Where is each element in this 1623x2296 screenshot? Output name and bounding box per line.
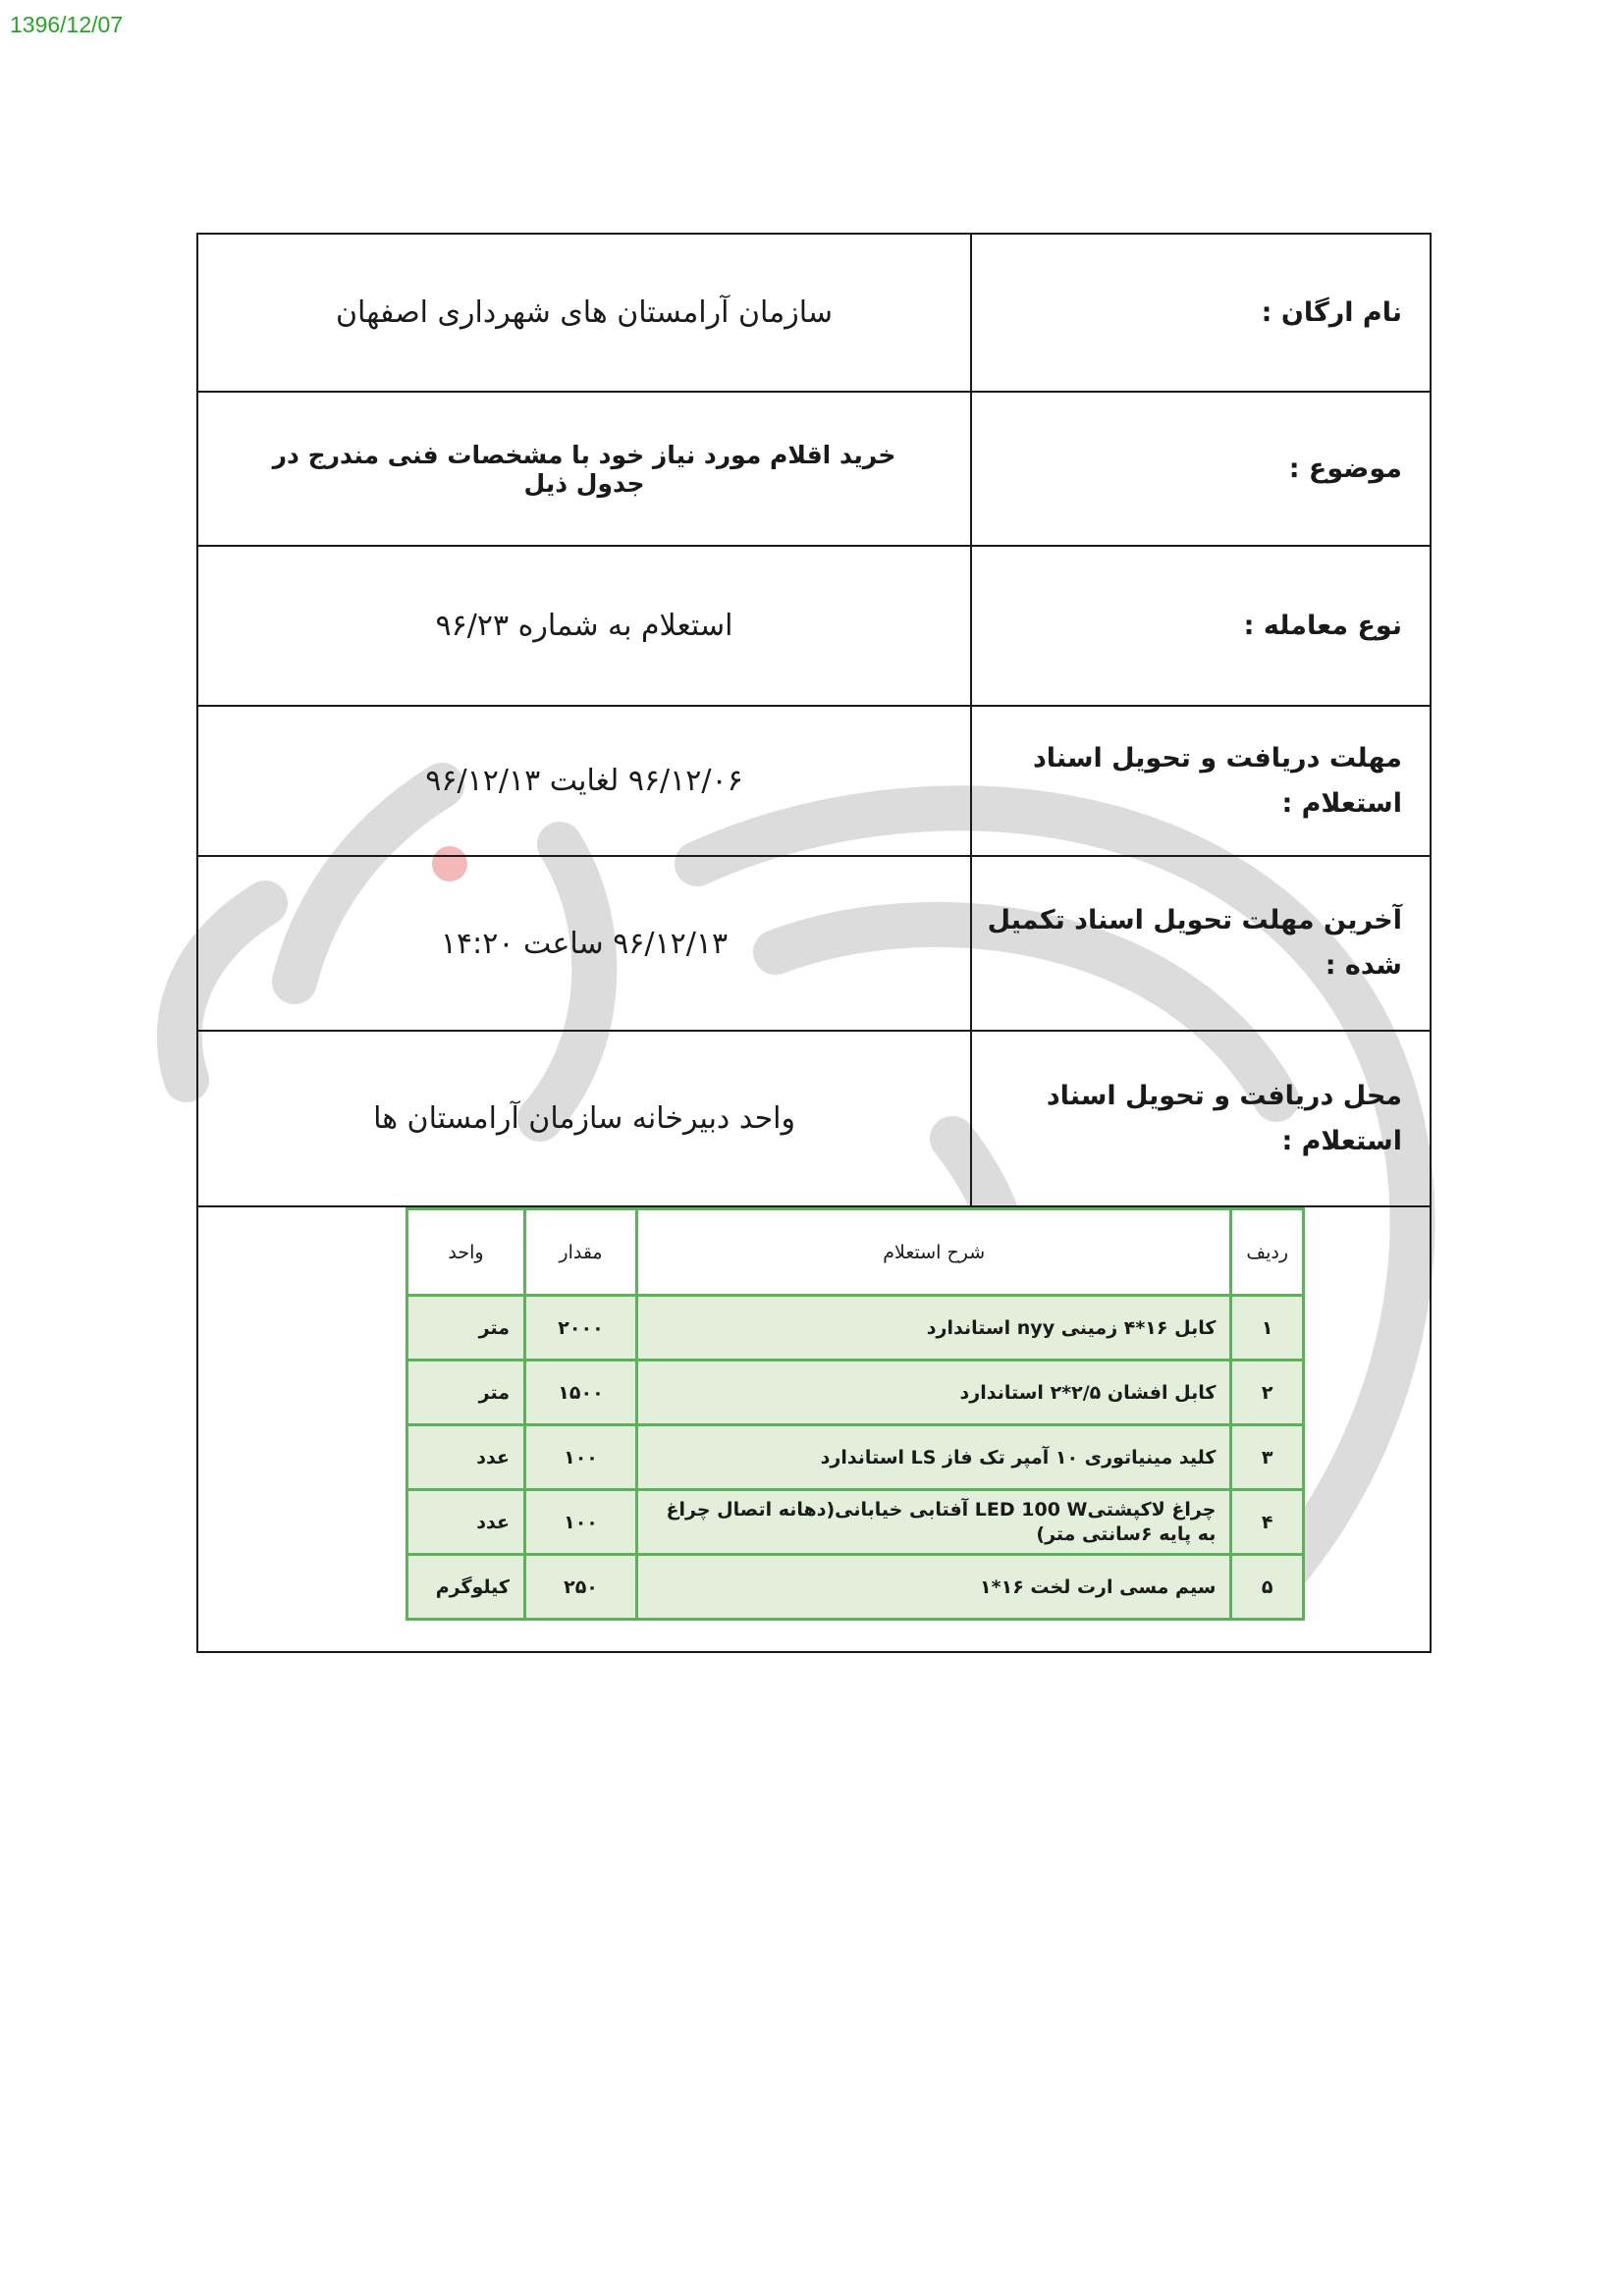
row-delivery-location [198, 1032, 1430, 1207]
cell-desc: کابل ۱۶*۴ زمینی nyy استاندارد [637, 1296, 1231, 1361]
row-transaction-type [198, 547, 1430, 707]
cell-desc: کلید مینیاتوری ۱۰ آمپر تک فاز LS استاندارد [637, 1425, 1231, 1490]
header-desc: شرح استعلام [637, 1209, 1231, 1296]
cell-qty: ۱۰۰ [525, 1425, 637, 1490]
items-table-header [407, 1209, 1304, 1296]
organization-label: نام ارگان : [970, 235, 1430, 391]
row-deadline [198, 707, 1430, 857]
cell-unit: متر [407, 1361, 525, 1425]
items-table [406, 1207, 1305, 1621]
row-subject [198, 393, 1430, 547]
cell-qty: ۲۵۰ [525, 1555, 637, 1620]
cell-radif: ۳ [1231, 1425, 1304, 1490]
cell-desc: کابل افشان ۲/۵*۲ استاندارد [637, 1361, 1231, 1425]
table-row [407, 1490, 1304, 1555]
header-qty: مقدار [525, 1209, 637, 1296]
deadline-label: مهلت دریافت و تحویل اسناد استعلام : [970, 707, 1430, 855]
cell-desc: سیم مسی ارت لخت ۱۶*۱ [637, 1555, 1231, 1620]
cell-unit: عدد [407, 1490, 525, 1555]
table-row [407, 1425, 1304, 1490]
delivery-location-label: محل دریافت و تحویل اسناد استعلام : [970, 1032, 1430, 1205]
organization-value: سازمان آرامستان های شهرداری اصفهان [336, 295, 833, 330]
transaction-type-value: استعلام به شماره ۹۶/۲۳ [435, 609, 733, 643]
cell-unit: عدد [407, 1425, 525, 1490]
cell-radif: ۱ [1231, 1296, 1304, 1361]
cell-qty: ۲۰۰۰ [525, 1296, 637, 1361]
cell-radif: ۲ [1231, 1361, 1304, 1425]
header-unit: واحد [407, 1209, 525, 1296]
final-deadline-value: ۹۶/۱۲/۱۳ ساعت ۱۴:۲۰ [440, 926, 729, 961]
cell-radif: ۵ [1231, 1555, 1304, 1620]
delivery-location-value: واحد دبیرخانه سازمان آرامستان ها [373, 1101, 795, 1136]
subject-value: خرید اقلام مورد نیاز خود با مشخصات فنی مندرج در جدول ذیل [272, 440, 896, 498]
cell-unit: کیلوگرم [407, 1555, 525, 1620]
cell-unit: متر [407, 1296, 525, 1361]
cell-qty: ۱۵۰۰ [525, 1361, 637, 1425]
header-radif: ردیف [1231, 1209, 1304, 1296]
row-organization [198, 235, 1430, 393]
row-final-deadline [198, 857, 1430, 1032]
final-deadline-label: آخرین مهلت تحویل اسناد تکمیل شده : [970, 857, 1430, 1030]
deadline-value: ۹۶/۱۲/۰۶ لغایت ۹۶/۱۲/۱۳ [425, 764, 743, 798]
cell-desc: چراغ لاکپشتیLED 100 W آفتابی خیابانی(دهانه اتصال چراغ به پایه ۶سانتی متر) [637, 1490, 1231, 1555]
table-row [407, 1296, 1304, 1361]
cell-qty: ۱۰۰ [525, 1490, 637, 1555]
date-stamp: 1396/12/07 [10, 12, 124, 37]
subject-label: موضوع : [970, 393, 1430, 545]
transaction-type-label: نوع معامله : [970, 547, 1430, 705]
table-row [407, 1361, 1304, 1425]
table-row [407, 1555, 1304, 1620]
cell-radif: ۴ [1231, 1490, 1304, 1555]
